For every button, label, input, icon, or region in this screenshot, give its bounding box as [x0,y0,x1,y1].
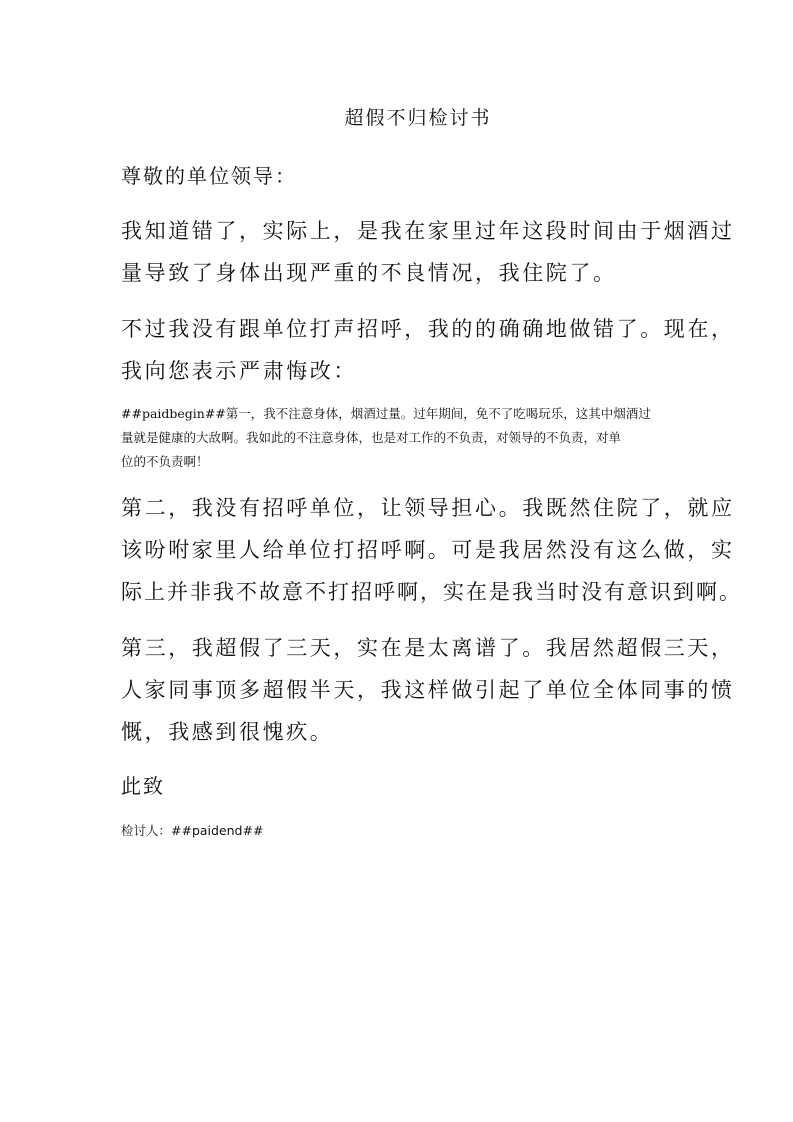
paragraph-1-line-1: 我知道错了，实际上，是我在家里过年这段时间由于烟酒过 [121,219,735,243]
paragraph-3-line-3: 位的不负责啊！ [121,454,209,469]
paragraph-1-line-2: 量导致了身体出现严重的不良情况，我住院了。 [121,261,617,285]
paragraph-5-line-1: 第三，我超假了三天，实在是太离谱了。我居然超假三天， [121,636,735,660]
closing: 此致 [121,774,165,798]
paragraph-2-line-1: 不过我没有跟单位打声招呼，我的的确确地做错了。现在， [121,317,735,341]
paragraph-5-line-3: 慨，我感到很愧疚。 [121,720,334,744]
paragraph-4-line-2: 该吩咐家里人给单位打招呼啊。可是我居然没有这么做，实 [121,538,735,562]
paragraph-3-line-2: 量就是健康的大敌啊。我如此的不注意身体，也是对工作的不负责，对领导的不负责，对单 [121,430,622,445]
paragraph-5-line-2: 人家同事顶多超假半天，我这样做引起了单位全体同事的愤 [121,678,735,702]
document-title: 超假不归检讨书 [344,107,492,129]
paragraph-4-line-3: 际上并非我不故意不打招呼啊，实在是我当时没有意识到啊。 [121,580,742,604]
greeting: 尊敬的单位领导： [121,164,297,188]
paragraph-2-line-2: 我向您表示严肃悔改： [121,359,357,383]
paragraph-4-line-1: 第二，我没有招呼单位，让领导担心。我既然住院了，就应 [121,496,735,520]
paragraph-3-line-1: ##paidbegin##第一，我不注意身体，烟酒过量。过年期间，免不了吃喝玩乐，这其中烟酒过 [121,406,651,421]
signature: 检讨人：##paidend## [121,823,264,838]
